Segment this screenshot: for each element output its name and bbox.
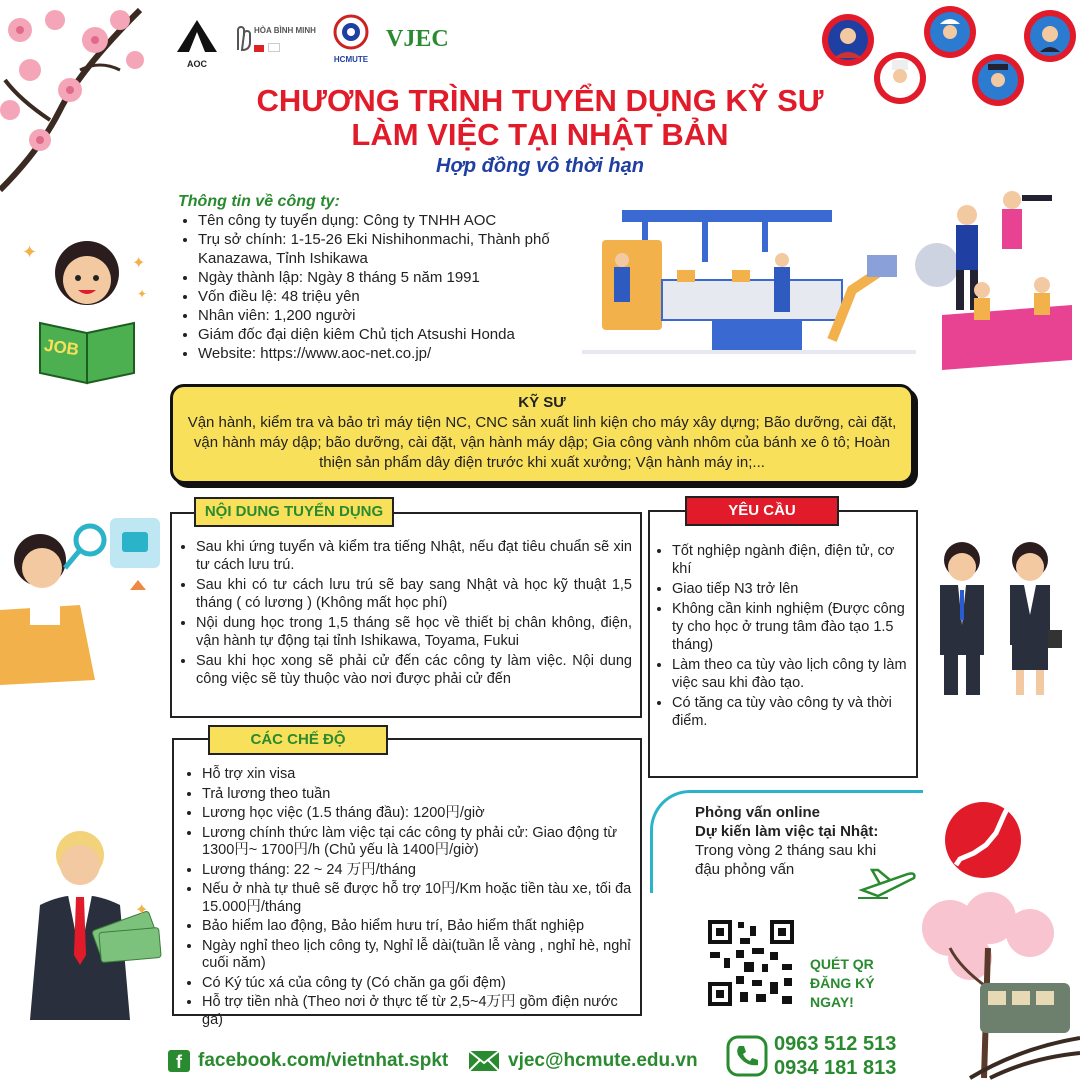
engineer-description: Vận hành, kiểm tra và bảo trì máy tiện NC, CNC sản xuất linh kiện cho máy xây dựng; Bão dưỡng, cài đặt, vận hành máy dập; bão dưỡng, cài đặt, vận hành máy dập; Gia công vành nhôm của bánh xe ô tô; Hoàn thiện sản phẩm dây điện trước khi xuất xưởng; Vận hành máy in;... — [187, 414, 897, 471]
email-link[interactable]: vjec@hcmute.edu.vn — [508, 1050, 698, 1071]
requirements-box — [648, 510, 918, 778]
mail-icon — [468, 1050, 500, 1072]
list-item: • Trụ sở chính: 1-15-26 Eki Nishihonmachi, Thành phố Kanazawa, Tỉnh Ishikawa — [198, 230, 578, 268]
list-item: • Hỗ trợ xin visa — [202, 766, 634, 784]
page-title: CHƯƠNG TRÌNH TUYỂN DỤNG KỸ SƯ LÀM VIỆC TẠI NHẬT BẢN — [256, 83, 824, 152]
avatar-engineer — [924, 6, 976, 58]
kid-icon — [22, 228, 152, 388]
facebook-contact[interactable] — [168, 1050, 448, 1072]
engineer-box — [170, 384, 914, 484]
list-item: • Làm theo ca tùy vào lịch công ty làm việc sau khi đào tạo. — [672, 656, 908, 692]
svg-text:✦: ✦ — [22, 242, 38, 262]
recruit-list — [178, 538, 632, 688]
list-item: • Website: https://www.aoc-net.co.jp/ — [198, 344, 578, 363]
interview-online: Phỏng vấn online — [695, 804, 821, 821]
cherry-blossom-branch-topleft — [0, 0, 160, 200]
list-item: • Sau khi có tư cách lưu trú sẽ bay sang Nhật và học kỹ thuật 1,5 tháng ( có lương ) (Không mất học phí) — [196, 576, 632, 612]
company-info — [178, 193, 578, 363]
phone-icon — [726, 1035, 768, 1077]
list-item: • Nội dung học trong 1,5 tháng sẽ học về thiết bị chân không, điện, vận hành tự động tại tỉnh Ishikawa, Toyama, Fukui — [196, 614, 632, 650]
svg-text:✦: ✦ — [137, 287, 148, 301]
facebook-icon: f — [168, 1050, 190, 1072]
cherry-tree-train-illustration — [910, 888, 1080, 1080]
job-book-label: JOB — [42, 335, 81, 360]
hand-icon — [232, 22, 254, 52]
aoc-mountain-icon — [175, 18, 219, 54]
expected-work-label: Dự kiến làm việc tại Nhật: — [695, 823, 879, 840]
kid-reading-job-book — [22, 228, 152, 388]
benefits-heading: CÁC CHẾ ĐỘ — [208, 725, 388, 755]
list-item: • Sau khi học xong sẽ phải cử đến các công ty làm việc. Nội dung công việc sẽ tùy thuộc vào nơi được phải cử đến — [196, 652, 632, 688]
engineer-heading: KỸ SƯ — [518, 394, 566, 411]
logo-hoa-binh-minh: HÒA BÌNH MINH — [232, 22, 322, 57]
list-item: • Nếu ở nhà tự thuê sẽ được hỗ trợ 10円/Km hoặc tiền tàu xe, tối đa 15.000円/tháng — [202, 881, 634, 916]
hcmute-emblem-icon — [333, 14, 369, 50]
avatar-pilot — [972, 54, 1024, 106]
factory-illustration — [582, 200, 916, 370]
list-item: • Giao tiếp N3 trở lên — [672, 580, 908, 598]
facebook-link[interactable]: facebook.com/vietnhat.spkt — [198, 1050, 449, 1071]
requirements-heading: YÊU CẦU — [685, 496, 839, 526]
list-item: • Không cần kinh nghiệm (Được công ty cho học ở trung tâm đào tạo 1.5 tháng) — [672, 600, 908, 654]
email-contact[interactable] — [468, 1050, 698, 1072]
japan-map-icon — [938, 785, 1028, 880]
page-subtitle: Hợp đồng vô thời hạn — [436, 155, 644, 177]
benefits-box — [172, 738, 642, 1028]
person-with-magnifier-illustration — [0, 510, 170, 690]
list-item: • Tốt nghiệp ngành điện, điện tử, cơ khí — [672, 542, 908, 578]
list-item: • Lương chính thức làm việc tại các công ty phải cử: Giao động từ 1300円~ 1700円/h (Chủ yếu là 1400円/giờ) — [202, 825, 634, 860]
team-success-illustration — [912, 185, 1080, 385]
recruit-content-box — [170, 512, 642, 718]
list-item: • Bảo hiểm lao động, Bảo hiểm hưu trí, Bảo hiểm thất nghiệp — [202, 918, 634, 936]
expected-work-time: Trong vòng 2 tháng sau khi đậu phỏng vấn — [695, 842, 877, 878]
business-couple-illustration — [922, 535, 1072, 700]
list-item: • Lương học việc (1.5 tháng đầu): 1200円/giờ — [202, 805, 634, 823]
list-item: • Ngày thành lập: Ngày 8 tháng 5 năm 1991 — [198, 268, 578, 287]
company-info-heading: Thông tin về công ty: — [178, 193, 340, 210]
avatar-chef — [874, 52, 926, 104]
logo-vjec: VJEC — [386, 26, 449, 52]
phone-number-2[interactable]: 0934 181 813 — [774, 1057, 897, 1079]
list-item: • Trả lương theo tuần — [202, 786, 634, 804]
scan-qr-cta: QUÉT QR ĐĂNG KÝ NGAY! — [810, 956, 875, 1010]
list-item: • Lương tháng: 22 ~ 24 万円/tháng — [202, 862, 634, 880]
list-item: • Tên công ty tuyển dụng: Công ty TNHH AOC — [198, 211, 578, 230]
businessman-with-money-illustration — [0, 825, 165, 1020]
svg-text:✦: ✦ — [135, 902, 149, 919]
company-info-list — [178, 211, 578, 363]
phone-contact[interactable] — [726, 1032, 896, 1080]
logo-hcmute: HCMUTE — [330, 14, 372, 64]
list-item: • Sau khi ứng tuyển và kiểm tra tiếng Nhật, nếu đạt tiêu chuẩn sẽ xin tư cách lưu trú. — [196, 538, 632, 574]
svg-text:✦: ✦ — [132, 255, 146, 272]
avatar-flight-attendant — [822, 14, 874, 66]
list-item: • Vốn điều lệ: 48 triệu yên — [198, 287, 578, 306]
list-item: • Có tăng ca tùy vào công ty và thời điểm. — [672, 694, 908, 730]
list-item: • Nhân viên: 1,200 người — [198, 306, 578, 325]
qr-code[interactable] — [706, 918, 796, 1008]
airplane-icon — [858, 866, 918, 902]
list-item: • Hỗ trợ tiền nhà (Theo nơi ở thực tế từ 2,5~4万円 gồm điện nước ga) — [202, 994, 634, 1029]
phone-number-1[interactable]: 0963 512 513 — [774, 1033, 897, 1055]
recruit-heading: NỘI DUNG TUYỂN DỤNG — [194, 497, 394, 527]
benefits-list — [184, 766, 634, 1029]
list-item: • Có Ký túc xá của công ty (Có chăn ga gối đệm) — [202, 975, 634, 993]
avatar-businesswoman — [1024, 10, 1076, 62]
logo-aoc: AOC — [175, 18, 219, 69]
requirements-list — [654, 542, 908, 730]
list-item: • Ngày nghỉ theo lịch công ty, Nghỉ lễ dài(tuần lễ vàng , nghỉ hè, nghỉ cuối năm) — [202, 938, 634, 973]
list-item: • Giám đốc đại diện kiêm Chủ tịch Atsushi Honda — [198, 325, 578, 344]
